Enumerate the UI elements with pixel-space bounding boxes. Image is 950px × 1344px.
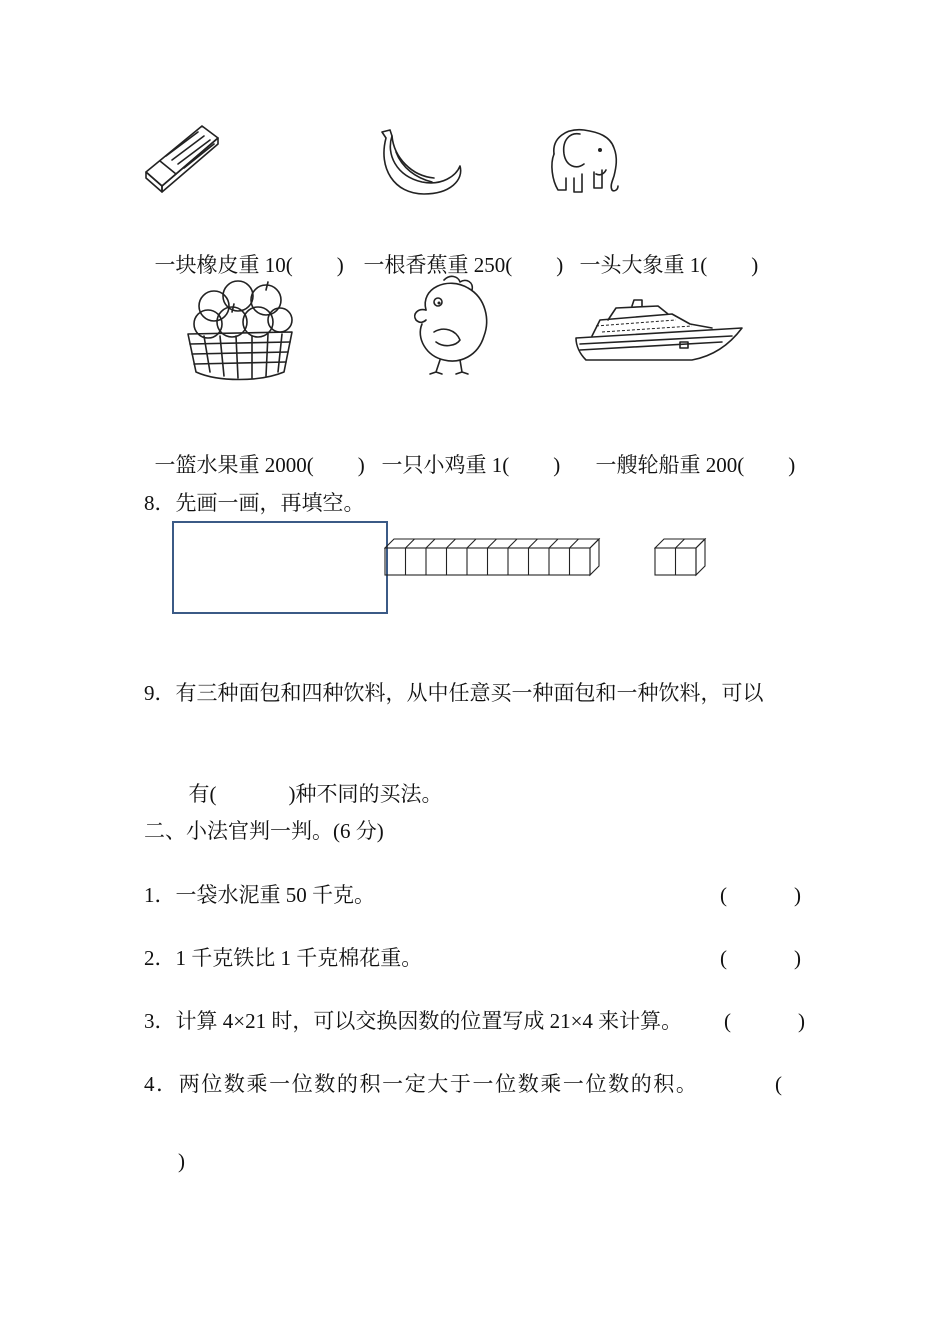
- chick-weight-text: 一只小鸡重 1(: [381, 453, 510, 477]
- banana-weight-question: [353, 226, 563, 278]
- banana-icon: [372, 124, 468, 198]
- question-9-suffix: )种不同的买法。: [288, 782, 443, 806]
- ship-weight-text: 一艘轮船重 200(: [595, 453, 745, 477]
- judge-item-1-open-paren: (: [720, 883, 727, 907]
- chick-icon: [404, 272, 500, 380]
- judge-item-3-text: 3．计算 4×21 时，可以交换因数的位置写成 21×4 来计算。: [144, 1009, 683, 1033]
- cube-divider: [426, 539, 435, 548]
- judge-item-3-close-paren: ): [798, 1009, 805, 1033]
- blank-close-paren: ): [553, 453, 561, 477]
- judge-item-4-open-paren: (: [775, 1072, 782, 1096]
- cube-divider: [529, 539, 538, 548]
- judge-item-4-close-paren: ): [178, 1149, 185, 1173]
- eraser-icon: [140, 120, 224, 200]
- question-8-text: 8．先画一画，再填空。: [144, 491, 365, 515]
- chick-weight-question: [371, 426, 560, 478]
- eraser-weight-text: 一块橡皮重 10(: [154, 253, 293, 277]
- drawing-box[interactable]: [172, 521, 388, 614]
- fruit-basket-weight-question: [144, 426, 365, 478]
- question-9-line1: 9．有三种面包和四种饮料，从中任意买一种面包和一种饮料，可以: [144, 681, 764, 705]
- judge-item-3-open-paren: (: [724, 1009, 731, 1033]
- cube-divider: [447, 539, 456, 548]
- fruit-basket-weight-text: 一篮水果重 2000(: [154, 453, 314, 477]
- fruit-basket-icon: [180, 274, 300, 384]
- elephant-weight-text: 一头大象重 1(: [579, 253, 708, 277]
- two-cube-bar: [654, 538, 708, 578]
- ten-cube-bar: [384, 538, 602, 578]
- cube-divider: [508, 539, 517, 548]
- elephant-weight-question: [569, 226, 758, 278]
- question-9-line2: [178, 755, 443, 807]
- cube-divider: [488, 539, 497, 548]
- blank-close-paren: ): [788, 453, 796, 477]
- ship-icon: [572, 298, 746, 364]
- blank-close-paren: ): [751, 253, 759, 277]
- elephant-icon: [540, 124, 626, 200]
- judge-item-4-text: 4．两位数乘一位数的积一定大于一位数乘一位数的积。: [144, 1072, 699, 1096]
- cube-side-face: [696, 539, 705, 575]
- cube-divider: [467, 539, 476, 548]
- cube-divider: [549, 539, 558, 548]
- judge-item-2-open-paren: (: [720, 946, 727, 970]
- blank-close-paren: ): [556, 253, 564, 277]
- cube-divider: [676, 539, 685, 548]
- banana-weight-text: 一根香蕉重 250(: [363, 253, 513, 277]
- judge-item-2-text: 2．1 千克铁比 1 千克棉花重。: [144, 946, 423, 970]
- cube-divider: [406, 539, 415, 548]
- cube-divider: [570, 539, 579, 548]
- ship-weight-question: [585, 426, 795, 478]
- judge-item-1-close-paren: ): [794, 883, 801, 907]
- cube-side-face: [590, 539, 599, 575]
- blank-close-paren: ): [357, 453, 365, 477]
- eraser-weight-question: [144, 226, 344, 278]
- judge-item-1-text: 1．一袋水泥重 50 千克。: [144, 883, 375, 907]
- blank-close-paren: ): [336, 253, 344, 277]
- question-9-prefix: 有(: [188, 782, 217, 806]
- judge-item-2-close-paren: ): [794, 946, 801, 970]
- section-2-title: 二、小法官判一判。(6 分): [144, 819, 384, 843]
